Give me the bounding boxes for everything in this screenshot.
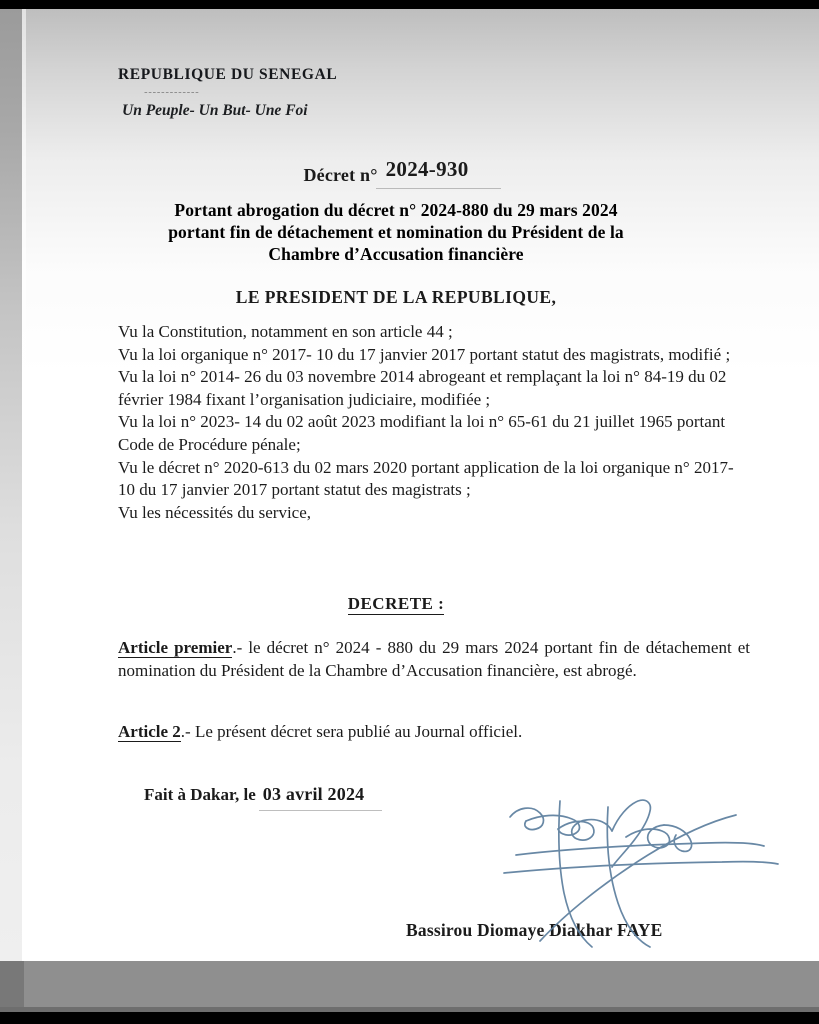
recital-item: Vu la loi n° 2014- 26 du 03 novembre 2014 abrogeant et remplaçant la loi n° 84-19 du 02 février 1984 fixant l’organisation judiciaire, modifiée ; (118, 367, 727, 409)
enactment-heading (26, 594, 766, 614)
decree-title-line-1: Portant abrogation du décret n° 2024-880 du 29 mars 2024 (174, 200, 618, 220)
decree-number: 2024-930 (385, 157, 469, 181)
recital-item: Vu les nécessités du service, (118, 502, 312, 522)
recital-item: Vu la Constitution, notamment en son article 44 ; (118, 322, 453, 341)
article-1-body: .- le décret n° 2024 - 880 du 29 mars 2024 portant fin de détachement et nomination du Président de la Chambre d’Accusation financière, est abrogé. (118, 638, 751, 680)
recital-item: Vu la loi organique n° 2017- 10 du 17 janvier 2017 portant statut des magistrats, modifié ; (118, 344, 731, 364)
recital-item: Vu le décret n° 2020-613 du 02 mars 2020 portant application de la loi organique n° 2017-10 du 17 janvier 2017 portant statut des magistrats ; (118, 457, 734, 500)
recital-item: Vu la loi n° 2023- 14 du 02 août 2023 modifiant la loi n° 65-61 du 21 juillet 1965 portant Code de Procédure pénale; (118, 412, 726, 454)
place-and-date-line (144, 784, 364, 805)
signer-name: Bassirou Diomaye Diakhar FAYE (406, 920, 663, 940)
letterbox-bottom (0, 1012, 819, 1024)
letterbox-top (0, 0, 819, 9)
place-label: Fait à Dakar, le (144, 785, 256, 804)
decree-page (0, 9, 819, 961)
decree-title-line-3: Chambre d’Accusation financière (268, 244, 524, 264)
article-2 (118, 721, 750, 744)
page-content (26, 9, 819, 961)
recitals-block (118, 321, 750, 524)
decree-number-line (26, 157, 746, 186)
article-2-body: .- Le présent décret sera publié au Journal officiel. (180, 722, 523, 741)
viewer-bottom-strip (0, 960, 819, 1012)
enactment-heading-text: DECRETE : (347, 594, 445, 613)
decree-title (26, 199, 766, 265)
decree-date: 03 avril 2024 (262, 784, 365, 804)
article-2-heading: Article 2 (118, 722, 181, 741)
letterhead-title: REPUBLIQUE DU SENEGAL (118, 66, 338, 83)
decree-label: Décret n° (303, 165, 378, 185)
article-1-heading: Article premier (118, 638, 233, 657)
letterhead-separator: ------------- (144, 89, 200, 96)
decree-title-line-2: portant fin de détachement et nomination du Président de la (168, 222, 624, 242)
authority-heading: LE PRESIDENT DE LA REPUBLIQUE, (235, 287, 557, 307)
article-1 (118, 637, 750, 682)
national-motto: Un Peuple- Un But- Une Foi (122, 102, 308, 119)
page-left-gutter (0, 9, 22, 961)
